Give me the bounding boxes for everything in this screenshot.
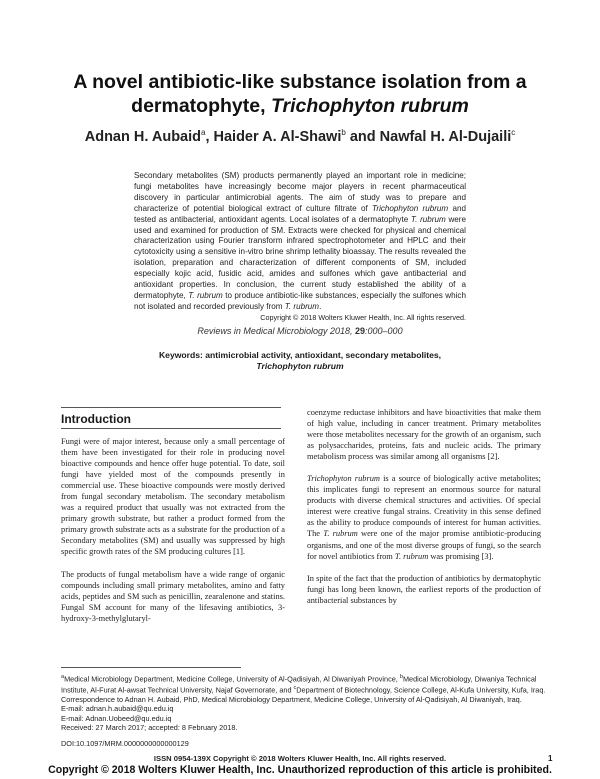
footnote-rule [61, 667, 241, 668]
journal-citation: Reviews in Medical Microbiology 2018, 29:000–000 [197, 326, 403, 336]
section-rule-top [61, 407, 281, 408]
body-column-left [61, 436, 285, 635]
title-line-1: A novel antibiotic-like substance isolation from a [73, 71, 527, 93]
paragraph: coenzyme reductase inhibitors and have bioactivities that make them of high value, including in cancer treatment. Primary metabolites were those metabolites necessary for the growth of an organism, such as polysaccharides, proteins, fats and nucleic acids. The primary metabolism process was similar among all organisms [2]. [307, 408, 541, 462]
page-number: 1 [548, 754, 553, 763]
abstract: Secondary metabolites (SM) products permanently played an important role in medicine; fungi metabolites have increasingly become major players in recent pharmaceutical discovery in particular antimicrobial agents. The aim of study was to prepare and characterize of potential biological extract of culture filtrate of Trichophyton rubrum and tested as antibacterial, antioxidant agents. Local isolates of a dermatophyte T. rubrum were used and examined for production of SM. Extracts were checked for physical and chemical characterization using Fourier transform infrared spectrophotometer and HPLC and their cytotoxicity using a sensitive in-vitro brine shrimp lethality bioassay. The results revealed the isolation, preparation and characterization of different components of SM, included especially kojic acid, fusidic acid, amides and sulfones which gave antibacterial and antioxidant properties. In conclusion, the current study established the ability of a dermatophyte, T. rubrum to produce antibiotic-like substances, especially the sulfones which not isolated and recorded previously from T. rubrum. Copyright © 2018 Wolters Kluwer Health, Inc. All rights reserved. [134, 171, 466, 322]
section-heading: Introduction [61, 412, 131, 426]
paragraph: Fungi were of major interest, because only a small percentage of them have been investigated for their role in producing novel bioactive compounds and hence offer huge potential. To date, soil fungi have yielded most of the compounds presently in commercial use. These bioactive compounds were mostly derived from fungal secondary metabolism. The secondary metabolism was a required product that usually was not extracted from the primary growth substrate, but rather a product formed from the primary growth substrate acts as a substrate for the production of a Secondary metabolites (SM) and usually was suppressed by high specific growth rates of the SM producing cultures [1]. [61, 437, 285, 557]
abstract-copyright: Copyright © 2018 Wolters Kluwer Health, Inc. All rights reserved. [260, 312, 466, 322]
author-1: Adnan H. Aubaid [84, 128, 201, 145]
issn-line: ISSN 0954-139X Copyright © 2018 Wolters Kluwer Health, Inc. All rights reserved. [153, 754, 447, 763]
paragraph: Trichophyton rubrum is a source of biologically active metabolites; this implicates fungi to represent an enormous source for natural products with diverse chemical structures and activities. Of special interest were creative fungal strains. Creativity in this sense defined as the ability to produce compounds of interest for human activities. The T. rubrum were one of the major promise antibiotic-producing organisms, and one of the most diverse groups of fungi, so the search for novel antibiotics from T. rubrum was promising [3]. [307, 474, 542, 561]
title-line-2: dermatophyte, Trichophyton rubrum [131, 95, 469, 117]
doi: DOI:10.1097/MRM.0000000000000129 [61, 738, 189, 748]
correspondence: Correspondence to Adnan H. Aubaid, PhD, Medical Microbiology Department, Medicine College, University of Al-Qadisiyah, Al Diwaniyah, Iraq. [61, 694, 522, 704]
article-title [60, 70, 540, 118]
author-3: Nawfal H. Al-Dujaili [379, 128, 512, 145]
copyright-banner: Copyright © 2018 Wolters Kluwer Health, Inc. Unauthorized reproduction of this article is prohibited. [48, 764, 552, 776]
author-list: Adnan H. Aubaid$^a$, Haider A. Al-Shawi$^b$ and Nawfal H. Al-Dujaili$^c$ [84, 128, 516, 145]
received-date: Received: 27 March 2017; accepted: 8 February 2018. [61, 723, 238, 733]
affiliations: $^a$Medical Microbiology Department, Medicine College, University of Al-Qadisiyah, Al Diwaniyah Province, $^b$Medical Microbiology, Diwaniya Technical Institute, Al-Furat Al-awsat Technical University, Najaf Governorate, and $^c$Department of Biotechnology, Science College, Al-Kufa University, Kufa, Iraq. [61, 674, 546, 695]
keywords: Keywords: antimicrobial activity, antioxidant, secondary metabolites, Trichophyton rubrum [158, 350, 442, 371]
email: E-mail: adnan.h.aubaid@qu.edu.iq [61, 704, 174, 714]
paragraph: In spite of the fact that the production of antibiotics by dermatophytic fungi has long been known, the earliest reports of the production of antibacterial substances by [307, 573, 541, 605]
paragraph: The products of fungal metabolism have a wide range of organic compounds including small primary metabolites, amino and fatty acids, peptides and SM such as penicillin, zearalenone and statins. Fungal SM account for many of the lifesaving antibiotics, 3-hydroxy-3-methylglutaryl- [61, 569, 285, 623]
body-column-right [307, 407, 541, 617]
section-rule-bottom [61, 428, 281, 429]
author-2: Haider A. Al-Shawi [213, 128, 342, 145]
footnotes [61, 673, 546, 748]
title-species: Trichophyton rubrum [270, 95, 469, 117]
email-alt: E-mail: Adnan.Uobeed@qu.edu.iq [61, 713, 172, 723]
